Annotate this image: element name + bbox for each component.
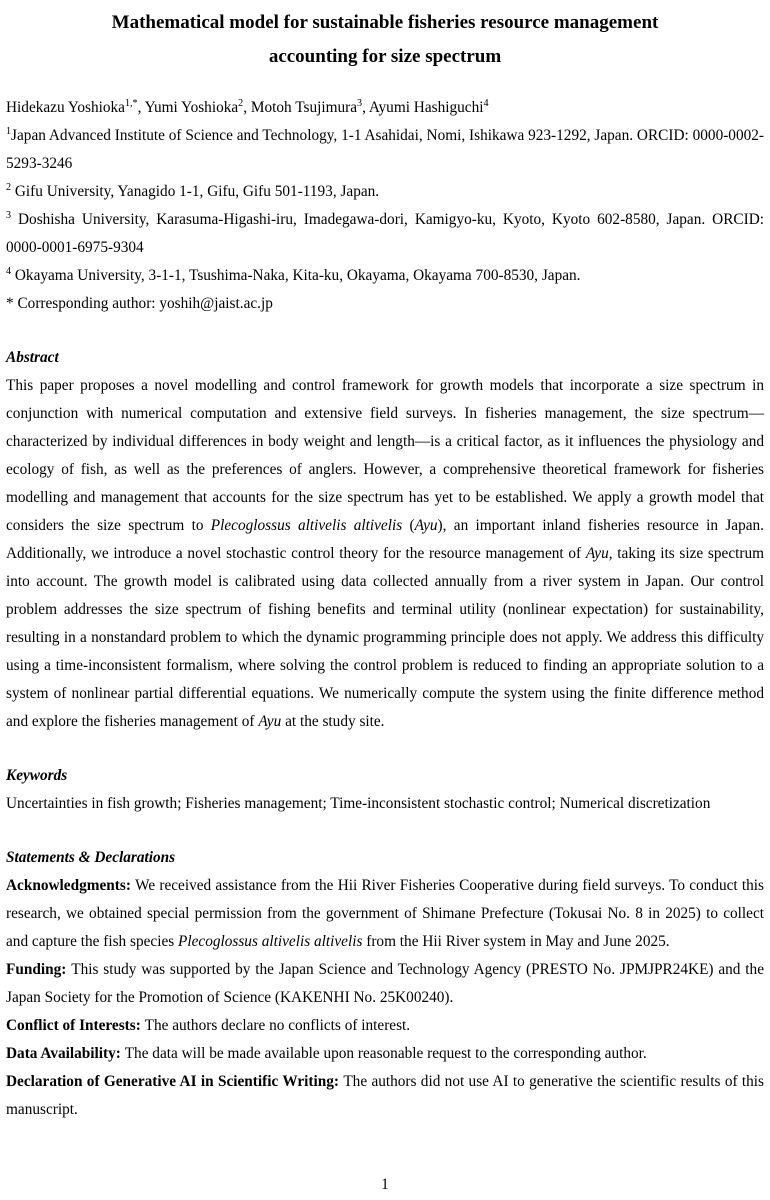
affiliation-4: $^4$ Okayama University, 3-1-1, Tsushima-Naka, Kita-ku, Okayama, Okayama 700-8530, Japan. bbox=[6, 265, 581, 284]
declarations-heading: Statements & Declarations bbox=[6, 849, 176, 866]
page-footer bbox=[0, 1176, 770, 1194]
corresponding-author-line: * Corresponding author: yoshih@jaist.ac.jp bbox=[6, 295, 273, 312]
abstract-heading: Abstract bbox=[6, 349, 59, 366]
funding-paragraph: Funding: This study was supported by the Japan Science and Technology Agency (PRESTO No. JPMJPR24KE) and the Japan Society for the Promotion of Science (KAKENHI No. 25K00240). bbox=[6, 961, 764, 1006]
abstract-text: This paper proposes a novel modelling and control framework for growth models that incorporate a size spectrum in conjunction with numerical computation and extensive field surveys. In fisheries management, the size spectrum—characterized by individual differences in body weight and length—is a critical factor, as it influences the physiology and ecology of fish, as well as the preferences of anglers. However, a comprehensive theoretical framework for fisheries modelling and management that accounts for the size spectrum has yet to be established. We apply a growth model that considers the size spectrum to Plecoglossus altivelis altivelis (Ayu), an important inland fisheries resource in Japan. Additionally, we introduce a novel stochastic control theory for the resource management of Ayu, taking its size spectrum into account. The growth model is calibrated using data collected annually from a river system in Japan. Our control problem addresses the size spectrum of fishing benefits and terminal utility (nonlinear expectation) for sustainability, resulting in a nonstandard problem to which the dynamic programming principle does not apply. We address this difficulty using a time-inconsistent formalism, where solving the control problem is reduced to finding an appropriate solution to a system of nonlinear partial differential equations. We numerically compute the system using the finite difference method and explore the fisheries management of Ayu at the study site. bbox=[6, 377, 764, 730]
author-line: Hidekazu Yoshioka$^{1,*}$, Yumi Yoshioka$^2$, Motoh Tsujimura$^3$, Ayumi Hashiguchi$^4$ bbox=[6, 97, 489, 116]
keywords-text: Uncertainties in fish growth; Fisheries management; Time-inconsistent stochastic control; Numerical discretization bbox=[6, 795, 711, 812]
author-affiliation-block bbox=[6, 94, 764, 318]
affiliation-3: $^3$ Doshisha University, Karasuma-Higashi-iru, Imadegawa-dori, Kamigyo-ku, Kyoto, Kyoto 602-8580, Japan. ORCID: 0000-0001-6975-9304 bbox=[6, 209, 764, 256]
affiliation-1: $^1$Japan Advanced Institute of Science and Technology, 1-1 Asahidai, Nomi, Ishikawa 923-1292, Japan. ORCID: 0000-0002-5293-3246 bbox=[6, 125, 764, 172]
affiliation-2: $^2$ Gifu University, Yanagido 1-1, Gifu, Gifu 501-1193, Japan. bbox=[6, 181, 380, 200]
keywords-heading: Keywords bbox=[6, 767, 68, 784]
acknowledgments-paragraph: Acknowledgments: We received assistance from the Hii River Fisheries Cooperative during field surveys. To conduct this research, we obtained special permission from the government of Shimane Prefecture (Tokusai No. 8 in 2025) to collect and capture the fish species Plecoglossus altivelis altivelis from the Hii River system in May and June 2025. bbox=[6, 877, 764, 950]
paper-title bbox=[6, 4, 764, 74]
conflict-of-interests-paragraph: Conflict of Interests: The authors declare no conflicts of interest. bbox=[6, 1017, 411, 1034]
data-availability-paragraph: Data Availability: The data will be made available upon reasonable request to the corresponding author. bbox=[6, 1045, 647, 1062]
generative-ai-declaration-paragraph: Declaration of Generative AI in Scientific Writing: The authors did not use AI to generative the scientific results of this manuscript. bbox=[6, 1073, 764, 1118]
paper-title-line2: accounting for size spectrum bbox=[268, 46, 502, 67]
page-number: 1 bbox=[381, 1176, 389, 1193]
paper-title-line1: Mathematical model for sustainable fisheries resource management bbox=[111, 12, 659, 33]
